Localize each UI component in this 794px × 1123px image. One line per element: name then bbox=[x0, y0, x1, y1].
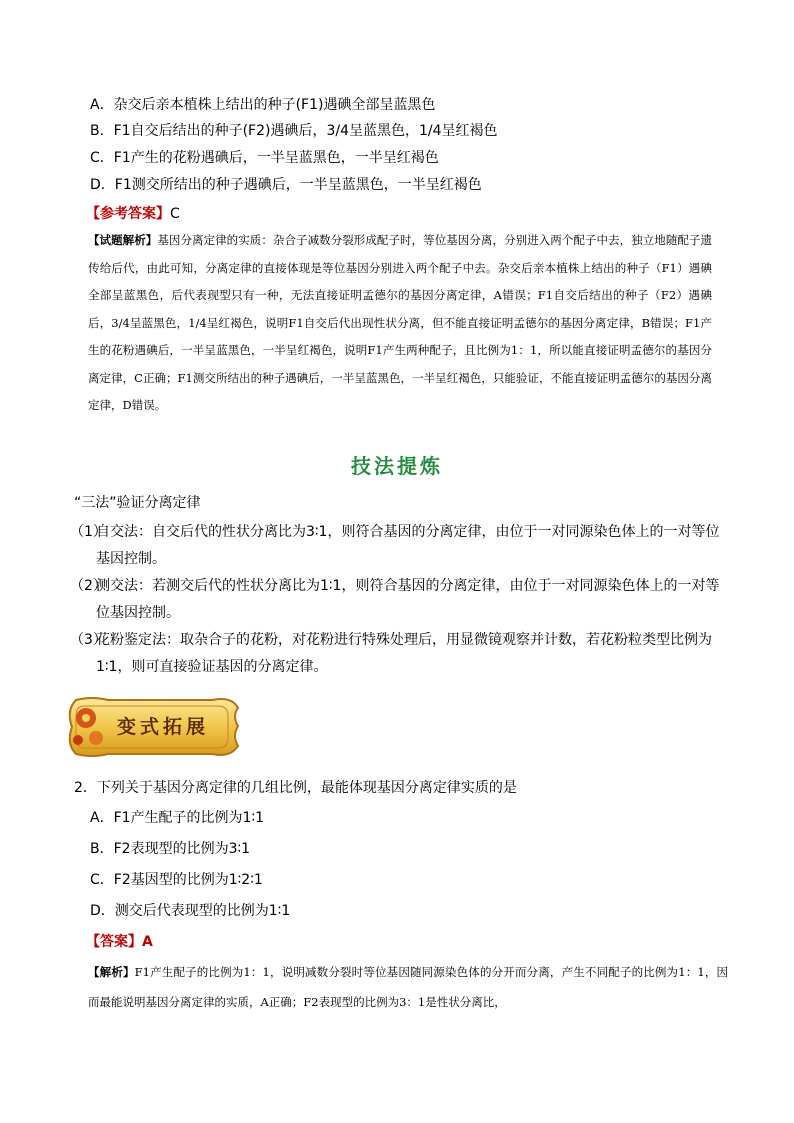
q1-option-c: C．F1产生的花粉遇碘后，一半呈蓝黑色，一半呈红褐色 bbox=[90, 150, 439, 166]
method-item bbox=[70, 519, 730, 573]
q1-explanation-text: 基因分离定律的实质：杂合子减数分裂形成配子时，等位基因分离，分别进入两个配子中去，独立地随配子遗传给后代，由此可知，分离定律的直接体现是等位基因分别进入两个配子中去。杂交后亲本植株上结出的种子（F1）遇碘全部呈蓝黑色，后代表现型只有一种，无法直接证明孟德尔的基因分离定律，A错误；F1自交后结出的种子（F2）遇碘后，3/4呈蓝黑色，1/4呈红褐色，说明F1自交后代出现性状分离，但不能直接证明孟德尔的基因分离定律，B错误；F1产生的花粉遇碘后，一半呈蓝黑色，一半呈红褐色，说明F1产生两种配子，且比例为1：1，所以能直接证明孟德尔的基因分离定律，C正确；F1测交所结出的种子遇碘后，一半呈蓝黑色，一半呈红褐色，只能验证，不能直接证明孟德尔的基因分离定律，D错误。 bbox=[88, 233, 712, 412]
method-text: 自交法：自交后代的性状分离比为3∶1，则符合基因的分离定律，由位于一对同源染色体上的一对等位基因控制。 bbox=[96, 524, 720, 567]
section-title: 技法提炼 bbox=[351, 454, 443, 478]
q2-explanation bbox=[88, 957, 728, 1017]
q2-option-d: D．测交后代表现型的比例为1∶1 bbox=[90, 903, 291, 919]
method-text: 花粉鉴定法：取杂合子的花粉，对花粉进行特殊处理后，用显微镜观察并计数，若花粉粒类型比例为1∶1，则可直接验证基因的分离定律。 bbox=[96, 632, 712, 675]
q2-option-b: B．F2表现型的比例为3∶1 bbox=[90, 841, 251, 857]
q2-explanation-tag: 【解析】 bbox=[88, 965, 135, 979]
method-item bbox=[70, 627, 730, 681]
q1-answer-line bbox=[86, 200, 180, 227]
method-item bbox=[70, 573, 730, 627]
q2-answer: A bbox=[142, 934, 153, 950]
q2-option-a: A．F1产生配子的比例为1∶1 bbox=[90, 810, 264, 826]
method-text: 测交法：若测交后代的性状分离比为1∶1，则符合基因的分离定律，由位于一对同源染色体上的一对等位基因控制。 bbox=[96, 578, 720, 621]
q2-explanation-text: F1产生配子的比例为1：1，说明减数分裂时等位基因随同源染色体的分开而分离，产生不同配子的比例为1：1，因而最能说明基因分离定律的实质，A正确；F2表现型的比例为3：1是性状分离比， bbox=[88, 965, 729, 1009]
q2-option-c: C．F2基因型的比例为1∶2∶1 bbox=[90, 872, 263, 888]
banner-label: 变式拓展 bbox=[116, 716, 209, 738]
q1-option-d: D．F1测交所结出的种子遇碘后，一半呈蓝黑色，一半呈红褐色 bbox=[90, 177, 482, 193]
q2-answer-line bbox=[86, 928, 153, 955]
q1-option-b: B．F1自交后结出的种子(F2)遇碘后，3/4呈蓝黑色，1/4呈红褐色 bbox=[90, 123, 498, 139]
q1-answer-tag: 【参考答案】 bbox=[86, 206, 170, 222]
method-number: （3） bbox=[70, 632, 107, 648]
variant-banner bbox=[62, 694, 244, 760]
q1-explanation bbox=[88, 227, 712, 420]
q1-option-a: A．杂交后亲本植株上结出的种子(F1)遇碘全部呈蓝黑色 bbox=[90, 97, 436, 113]
q1-answer: C bbox=[170, 206, 180, 222]
q2-answer-tag: 【答案】 bbox=[86, 934, 142, 950]
method-number: （2） bbox=[70, 578, 107, 594]
q2-stem: 2．下列关于基因分离定律的几组比例，最能体现基因分离定律实质的是 bbox=[74, 780, 517, 796]
methods-intro: “三法”验证分离定律 bbox=[74, 495, 201, 511]
q1-explanation-tag: 【试题解析】 bbox=[88, 233, 158, 247]
method-number: （1） bbox=[70, 524, 107, 540]
